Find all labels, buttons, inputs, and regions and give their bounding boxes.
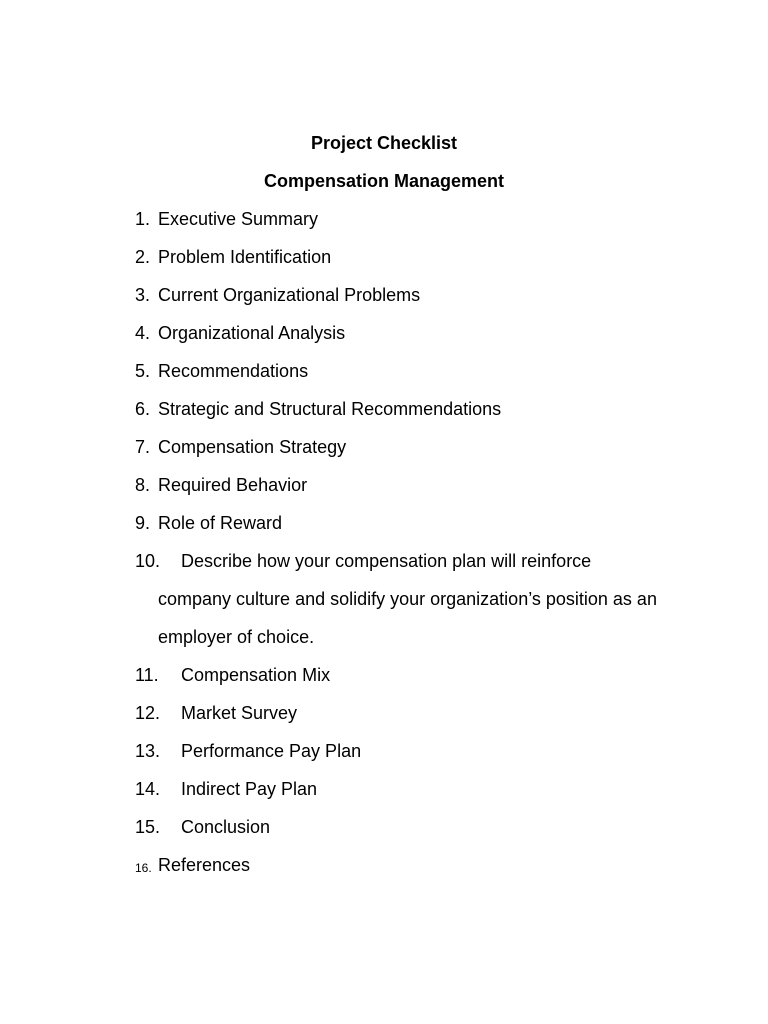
- item-number: 11.: [135, 665, 159, 685]
- item-label: Strategic and Structural Recommendations: [158, 399, 502, 419]
- item-label: Conclusion: [181, 817, 271, 837]
- item-number: 7.: [135, 437, 151, 457]
- item-number: 12.: [135, 703, 161, 723]
- item-label: Describe how your compensation plan will reinforce: [181, 551, 592, 571]
- item-label: Organizational Analysis: [158, 323, 346, 343]
- item-label: Recommendations: [158, 361, 309, 381]
- document-title: Project Checklist: [310, 133, 458, 153]
- item-number: 9.: [135, 513, 151, 533]
- item-number: 14.: [135, 779, 161, 799]
- item-label: Compensation Mix: [181, 665, 331, 685]
- item-label: References: [158, 855, 251, 875]
- item-label: Role of Reward: [158, 513, 283, 533]
- item-label-continuation: employer of choice.: [158, 627, 315, 647]
- item-number: 13.: [135, 741, 161, 761]
- item-label: Current Organizational Problems: [158, 285, 421, 305]
- item-label: Executive Summary: [158, 209, 319, 229]
- item-number: 15.: [135, 817, 161, 837]
- item-number: 3.: [135, 285, 151, 305]
- item-label: Required Behavior: [158, 475, 308, 495]
- item-label: Compensation Strategy: [158, 437, 347, 457]
- item-label: Indirect Pay Plan: [181, 779, 318, 799]
- item-label-continuation: company culture and solidify your organization’s position as an: [158, 589, 657, 609]
- item-number: 10.: [135, 551, 161, 571]
- document-subtitle: Compensation Management: [263, 171, 505, 191]
- item-number: 8.: [135, 475, 151, 495]
- item-label: Problem Identification: [158, 247, 332, 267]
- item-number: 5.: [135, 361, 151, 381]
- item-label: Performance Pay Plan: [181, 741, 362, 761]
- item-number: 6.: [135, 399, 151, 419]
- item-number: 1.: [135, 209, 151, 229]
- item-label: Market Survey: [181, 703, 298, 723]
- item-number: 4.: [135, 323, 151, 343]
- item-number: 2.: [135, 247, 151, 267]
- item-number: 16.: [135, 861, 152, 875]
